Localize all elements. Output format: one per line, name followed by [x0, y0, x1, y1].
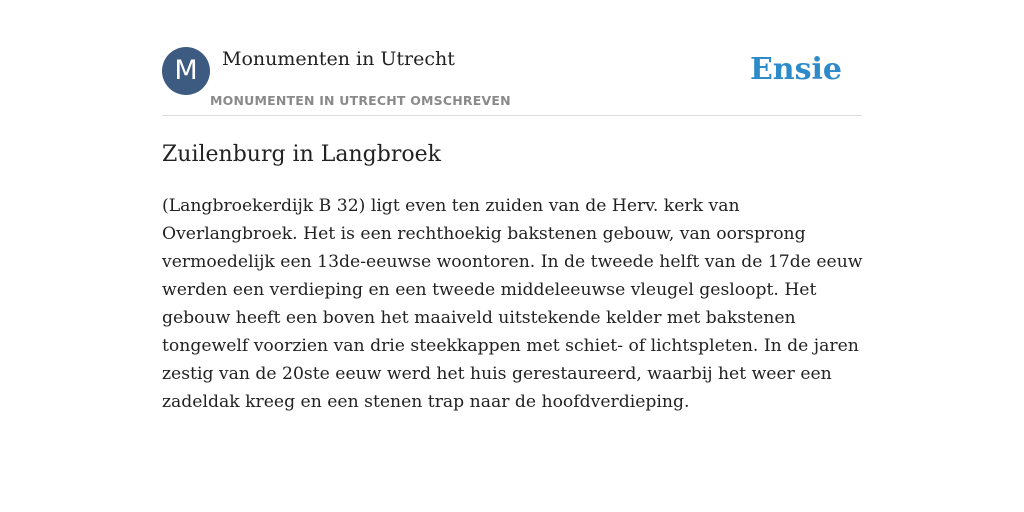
avatar[interactable]: M	[162, 47, 210, 95]
brand-logo[interactable]: Ensie	[749, 52, 842, 87]
article-title: Zuilenburg in Langbroek	[162, 142, 441, 167]
article-body: (Langbroekerdijk B 32) ligt even ten zuiden van de Herv. kerk van Overlangbroek. Het is een rechthoekig bakstenen gebouw, van oorsprong vermoedelijk een 13de-eeuwse woontoren. In de tweede helft van de 17de eeuw werden een verdieping en een tweede middeleeuwse vleugel gesloopt. Het gebouw heeft een boven het maaiveld uitstekende kelder met bakstenen tongewelf voorzien van drie steekkappen met schiet- of lichtspleten. In de jaren zestig van de 20ste eeuw werd het huis gerestaureerd, waarbij het weer een zadeldak kreeg en een stenen trap naar de hoofdverdieping.	[162, 196, 863, 412]
site-subtitle: MONUMENTEN IN UTRECHT OMSCHREVEN	[210, 93, 511, 108]
page-header	[162, 46, 862, 116]
site-title[interactable]: Monumenten in Utrecht	[222, 48, 455, 70]
